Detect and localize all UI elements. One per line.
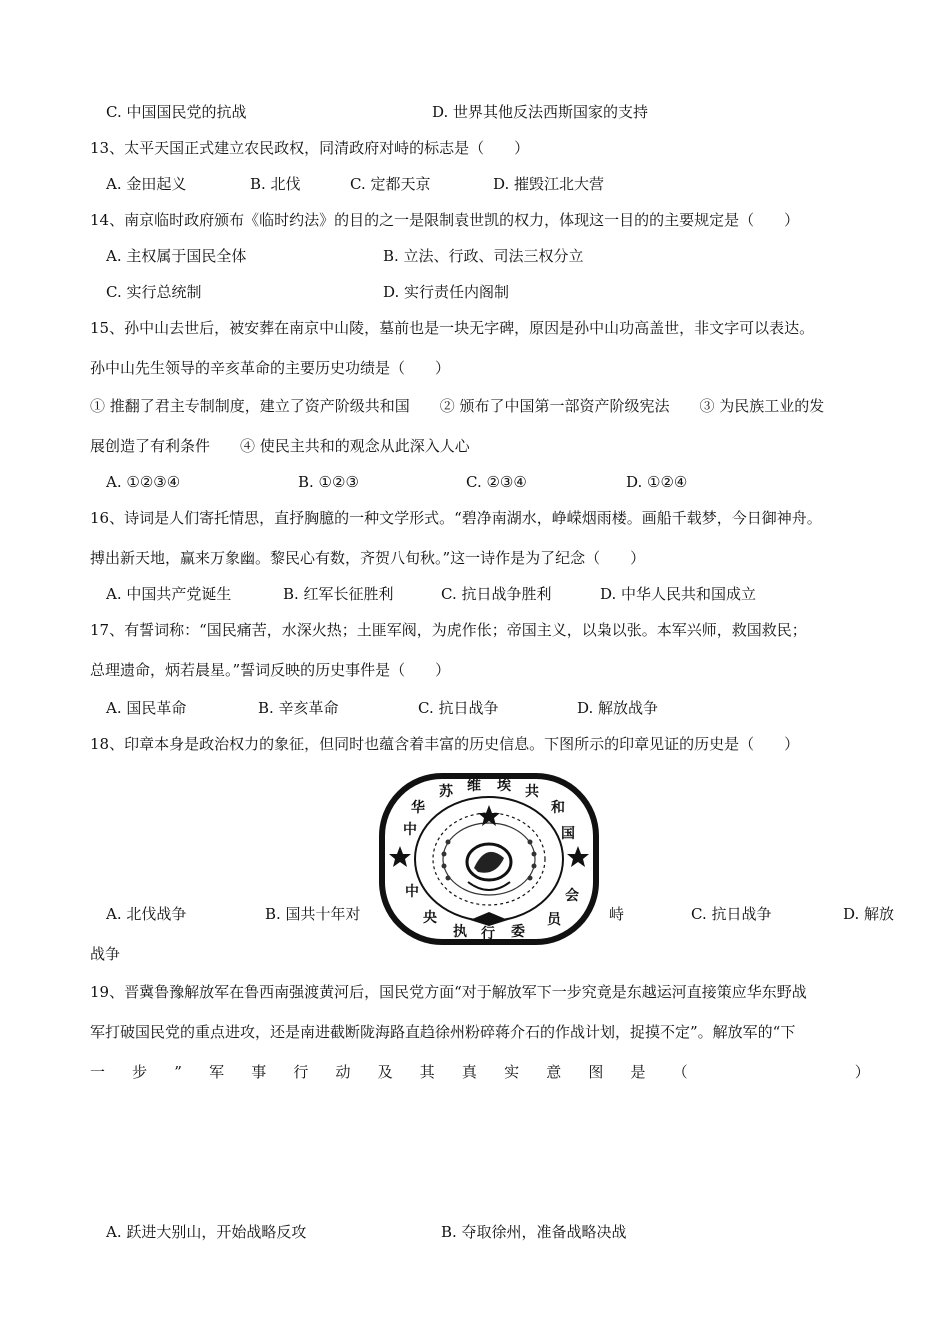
q19-char: ） bbox=[854, 1063, 870, 1081]
q18-option-a: A. 北伐战争 bbox=[106, 905, 187, 923]
q18-option-c: C. 抗日战争 bbox=[691, 905, 772, 923]
question-19-stem-line3 bbox=[90, 1062, 870, 1082]
q19-char: 其 bbox=[419, 1063, 435, 1081]
seal-char: 央 bbox=[423, 910, 437, 926]
q19-char: 真 bbox=[461, 1063, 477, 1081]
q19-char: 动 bbox=[335, 1063, 351, 1081]
seal-char: 埃 bbox=[497, 778, 511, 794]
soviet-seal-image bbox=[378, 772, 600, 946]
q17-option-b: B. 辛亥革命 bbox=[258, 699, 339, 717]
q19-option-a: A. 跃进大别山，开始战略反攻 bbox=[106, 1223, 307, 1241]
seal-char: 国 bbox=[561, 826, 575, 842]
q14-option-b: B. 立法、行政、司法三权分立 bbox=[383, 247, 584, 265]
question-13-stem: 13、太平天国正式建立农民政权，同清政府对峙的标志是（ ） bbox=[90, 139, 530, 157]
q17-option-a: A. 国民革命 bbox=[106, 699, 187, 717]
question-16-stem-line1: 16、诗词是人们寄托情思，直抒胸臆的一种文学形式。“碧净南湖水，峥嵘烟雨楼。画船千载梦，今日御神舟。 bbox=[90, 509, 822, 527]
question-15-stem-line2: 孙中山先生领导的辛亥革命的主要历史功绩是（ ） bbox=[90, 359, 451, 377]
q15-option-d: D. ①②④ bbox=[626, 473, 688, 491]
question-18-stem: 18、印章本身是政治权力的象征，但同时也蕴含着丰富的历史信息。下图所示的印章见证的历史是（ ） bbox=[90, 735, 800, 753]
q15-option-a: A. ①②③④ bbox=[106, 473, 181, 491]
seal-char: 苏 bbox=[439, 784, 453, 800]
seal-char: 和 bbox=[551, 800, 565, 816]
seal-char: 中 bbox=[403, 822, 417, 838]
q15-option-c: C. ②③④ bbox=[466, 473, 527, 491]
q16-option-d: D. 中华人民共和国成立 bbox=[600, 585, 757, 603]
question-19-stem-line1: 19、晋冀鲁豫解放军在鲁西南强渡黄河后，国民党方面“对于解放军下一步究竟是东越运河直接策应华东野战 bbox=[90, 983, 807, 1001]
q13-option-a: A. 金田起义 bbox=[106, 175, 187, 193]
q19-char: 军 bbox=[209, 1063, 225, 1081]
question-15-items-line2: 展创造了有利条件 ④ 使民主共和的观念从此深入人心 bbox=[90, 437, 470, 455]
q19-char: 图 bbox=[588, 1063, 604, 1081]
seal-char: 执 bbox=[453, 924, 467, 940]
question-17-stem-line1: 17、有誓词称：“国民痛苦，水深火热；土匪军阀，为虎作伥；帝国主义，以枭以张。本军兴师，救国救民； bbox=[90, 621, 807, 639]
question-14-stem: 14、南京临时政府颁布《临时约法》的目的之一是限制袁世凯的权力，体现这一目的的主要规定是（ ） bbox=[90, 211, 800, 229]
q19-char: 实 bbox=[504, 1063, 520, 1081]
q19-char: 是 bbox=[630, 1063, 646, 1081]
question-16-stem-line2: 搏出新天地，赢来万象幽。黎民心有数，齐贺八旬秋。”这一诗作是为了纪念（ ） bbox=[90, 549, 646, 567]
q19-char: ” bbox=[174, 1063, 182, 1081]
question-17-stem-line2: 总理遗命，炳若晨星。”誓词反映的历史事件是（ ） bbox=[90, 661, 451, 679]
q19-char: 一 bbox=[90, 1063, 106, 1081]
option-c: C. 中国国民党的抗战 bbox=[106, 103, 247, 121]
q15-option-b: B. ①②③ bbox=[298, 473, 359, 491]
q14-option-c: C. 实行总统制 bbox=[106, 283, 202, 301]
q13-option-c: C. 定都天京 bbox=[350, 175, 431, 193]
q19-char: 事 bbox=[251, 1063, 267, 1081]
seal-char: 中 bbox=[405, 884, 419, 900]
seal-char: 华 bbox=[411, 800, 425, 816]
q19-char: 行 bbox=[293, 1063, 309, 1081]
q19-option-b: B. 夺取徐州，准备战略决战 bbox=[441, 1223, 627, 1241]
q18-option-b-part1: B. 国共十年对 bbox=[265, 905, 361, 923]
seal-char: 行 bbox=[481, 926, 495, 942]
q17-option-c: C. 抗日战争 bbox=[418, 699, 499, 717]
q18-option-d-part1: D. 解放 bbox=[843, 905, 895, 923]
q18-option-b-part2: 峙 bbox=[609, 905, 625, 923]
q17-option-d: D. 解放战争 bbox=[577, 699, 659, 717]
q19-char: （ bbox=[672, 1063, 688, 1081]
q18-option-d-part2: 战争 bbox=[90, 945, 121, 963]
question-15-stem-line1: 15、孙中山去世后，被安葬在南京中山陵，墓前也是一块无字碑，原因是孙中山功高盖世，非文字可以表达。 bbox=[90, 319, 815, 337]
seal-char: 委 bbox=[511, 924, 525, 940]
q16-option-b: B. 红军长征胜利 bbox=[283, 585, 394, 603]
seal-char: 维 bbox=[467, 778, 481, 794]
q19-char: 步 bbox=[132, 1063, 148, 1081]
seal-char: 共 bbox=[525, 784, 539, 800]
q19-char: 意 bbox=[546, 1063, 562, 1081]
question-15-items-line1: ① 推翻了君主专制制度，建立了资产阶级共和国 ② 颁布了中国第一部资产阶级宪法 ③ 为民族工业的发 bbox=[90, 397, 825, 415]
seal-char: 员 bbox=[547, 912, 561, 928]
option-d: D. 世界其他反法西斯国家的支持 bbox=[432, 103, 649, 121]
q14-option-a: A. 主权属于国民全体 bbox=[106, 247, 247, 265]
q14-option-d: D. 实行责任内阁制 bbox=[383, 283, 510, 301]
q13-option-d: D. 摧毁江北大营 bbox=[493, 175, 605, 193]
q13-option-b: B. 北伐 bbox=[250, 175, 301, 193]
seal-char: 会 bbox=[565, 888, 579, 904]
q16-option-a: A. 中国共产党诞生 bbox=[106, 585, 232, 603]
question-19-stem-line2: 军打破国民党的重点进攻，还是南进截断陇海路直趋徐州粉碎蒋介石的作战计划，捉摸不定”。解放军的“下 bbox=[90, 1023, 796, 1041]
q16-option-c: C. 抗日战争胜利 bbox=[441, 585, 552, 603]
q19-char: 及 bbox=[377, 1063, 393, 1081]
